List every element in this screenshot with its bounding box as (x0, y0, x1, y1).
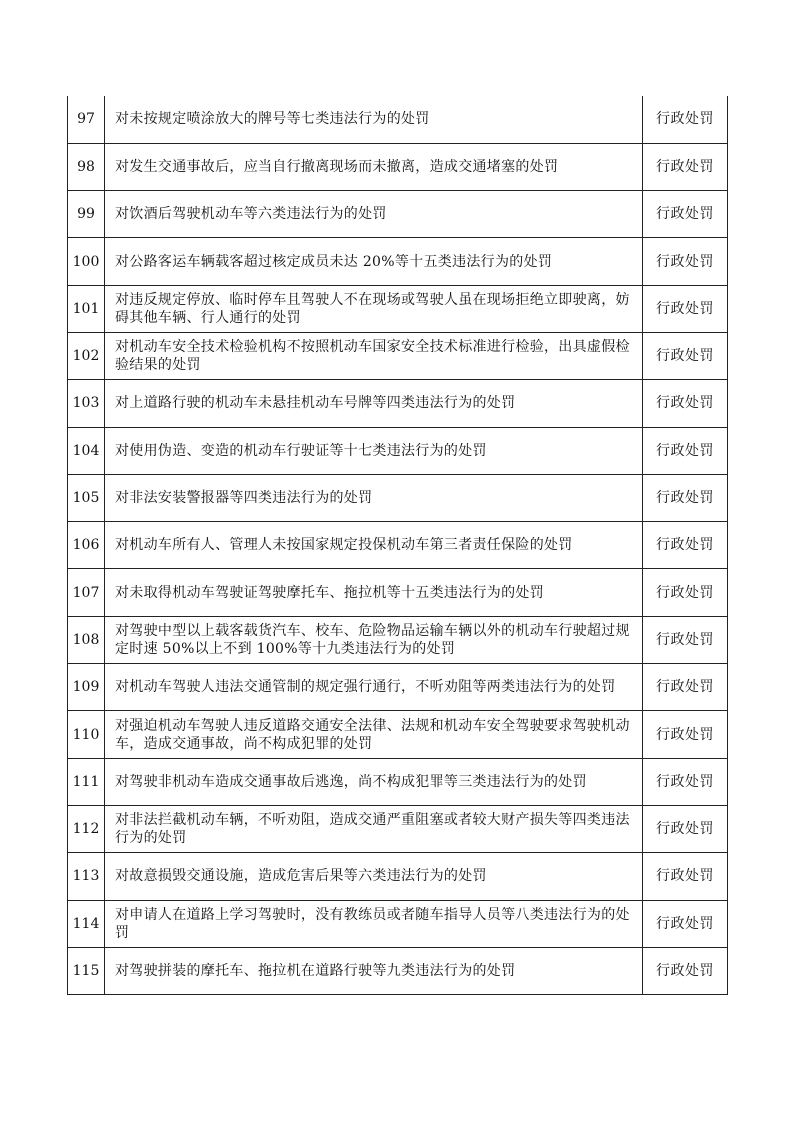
row-number: 102 (68, 332, 105, 379)
item-name: 对饮酒后驾驶机动车等六类违法行为的处罚 (105, 191, 643, 238)
item-type: 行政处罚 (643, 900, 728, 947)
item-type: 行政处罚 (643, 569, 728, 616)
item-name: 对机动车安全技术检验机构不按照机动车国家安全技术标准进行检验，出具虚假检验结果的处罚 (105, 332, 643, 379)
item-type: 行政处罚 (643, 191, 728, 238)
table-row (68, 427, 728, 474)
item-type: 行政处罚 (643, 143, 728, 190)
item-type: 行政处罚 (643, 664, 728, 711)
item-name: 对驾驶中型以上载客载货汽车、校车、危险物品运输车辆以外的机动车行驶超过规定时速 50%以上不到 100%等十九类违法行为的处罚 (105, 616, 643, 663)
item-name: 对故意损毁交通设施，造成危害后果等六类违法行为的处罚 (105, 853, 643, 900)
item-type: 行政处罚 (643, 474, 728, 521)
item-name: 对驾驶非机动车造成交通事故后逃逸，尚不构成犯罪等三类违法行为的处罚 (105, 758, 643, 805)
row-number: 110 (68, 711, 105, 758)
item-name: 对强迫机动车驾驶人违反道路交通安全法律、法规和机动车安全驾驶要求驾驶机动车，造成交通事故，尚不构成犯罪的处罚 (105, 711, 643, 758)
table-row (68, 805, 728, 852)
table-body (68, 96, 728, 995)
item-name: 对发生交通事故后，应当自行撤离现场而未撤离，造成交通堵塞的处罚 (105, 143, 643, 190)
table-row (68, 96, 728, 143)
row-number: 114 (68, 900, 105, 947)
row-number: 104 (68, 427, 105, 474)
item-type: 行政处罚 (643, 238, 728, 285)
row-number: 99 (68, 191, 105, 238)
item-type: 行政处罚 (643, 947, 728, 994)
table-row (68, 332, 728, 379)
item-name: 对机动车驾驶人违法交通管制的规定强行通行，不听劝阻等两类违法行为的处罚 (105, 664, 643, 711)
item-name: 对违反规定停放、临时停车且驾驶人不在现场或驾驶人虽在现场拒绝立即驶离，妨碍其他车辆、行人通行的处罚 (105, 285, 643, 332)
row-number: 108 (68, 616, 105, 663)
table-row (68, 143, 728, 190)
item-name: 对未取得机动车驾驶证驾驶摩托车、拖拉机等十五类违法行为的处罚 (105, 569, 643, 616)
item-name: 对使用伪造、变造的机动车行驶证等十七类违法行为的处罚 (105, 427, 643, 474)
row-number: 107 (68, 569, 105, 616)
item-type: 行政处罚 (643, 853, 728, 900)
table-row (68, 238, 728, 285)
item-type: 行政处罚 (643, 522, 728, 569)
item-type: 行政处罚 (643, 96, 728, 143)
item-type: 行政处罚 (643, 285, 728, 332)
item-name: 对公路客运车辆载客超过核定成员未达 20%等十五类违法行为的处罚 (105, 238, 643, 285)
table-row (68, 380, 728, 427)
table-row (68, 758, 728, 805)
row-number: 100 (68, 238, 105, 285)
row-number: 111 (68, 758, 105, 805)
item-name: 对非法安装警报器等四类违法行为的处罚 (105, 474, 643, 521)
table-row (68, 522, 728, 569)
item-type: 行政处罚 (643, 616, 728, 663)
table-row (68, 285, 728, 332)
table-row (68, 569, 728, 616)
table-row (68, 616, 728, 663)
item-name: 对上道路行驶的机动车未悬挂机动车号牌等四类违法行为的处罚 (105, 380, 643, 427)
row-number: 106 (68, 522, 105, 569)
table-row (68, 664, 728, 711)
item-type: 行政处罚 (643, 758, 728, 805)
table-row (68, 853, 728, 900)
item-name: 对申请人在道路上学习驾驶时，没有教练员或者随车指导人员等八类违法行为的处罚 (105, 900, 643, 947)
row-number: 109 (68, 664, 105, 711)
row-number: 115 (68, 947, 105, 994)
table-row (68, 191, 728, 238)
item-type: 行政处罚 (643, 427, 728, 474)
item-name: 对机动车所有人、管理人未按国家规定投保机动车第三者责任保险的处罚 (105, 522, 643, 569)
row-number: 97 (68, 96, 105, 143)
item-name: 对驾驶拼装的摩托车、拖拉机在道路行驶等九类违法行为的处罚 (105, 947, 643, 994)
item-type: 行政处罚 (643, 711, 728, 758)
table-row (68, 947, 728, 994)
row-number: 112 (68, 805, 105, 852)
penalty-items-table (67, 96, 728, 995)
table-row (68, 711, 728, 758)
row-number: 103 (68, 380, 105, 427)
item-type: 行政处罚 (643, 805, 728, 852)
item-type: 行政处罚 (643, 380, 728, 427)
item-type: 行政处罚 (643, 332, 728, 379)
table-row (68, 474, 728, 521)
row-number: 98 (68, 143, 105, 190)
item-name: 对非法拦截机动车辆，不听劝阻，造成交通严重阻塞或者较大财产损失等四类违法行为的处罚 (105, 805, 643, 852)
row-number: 101 (68, 285, 105, 332)
row-number: 113 (68, 853, 105, 900)
item-name: 对未按规定喷涂放大的牌号等七类违法行为的处罚 (105, 96, 643, 143)
row-number: 105 (68, 474, 105, 521)
table-row (68, 900, 728, 947)
